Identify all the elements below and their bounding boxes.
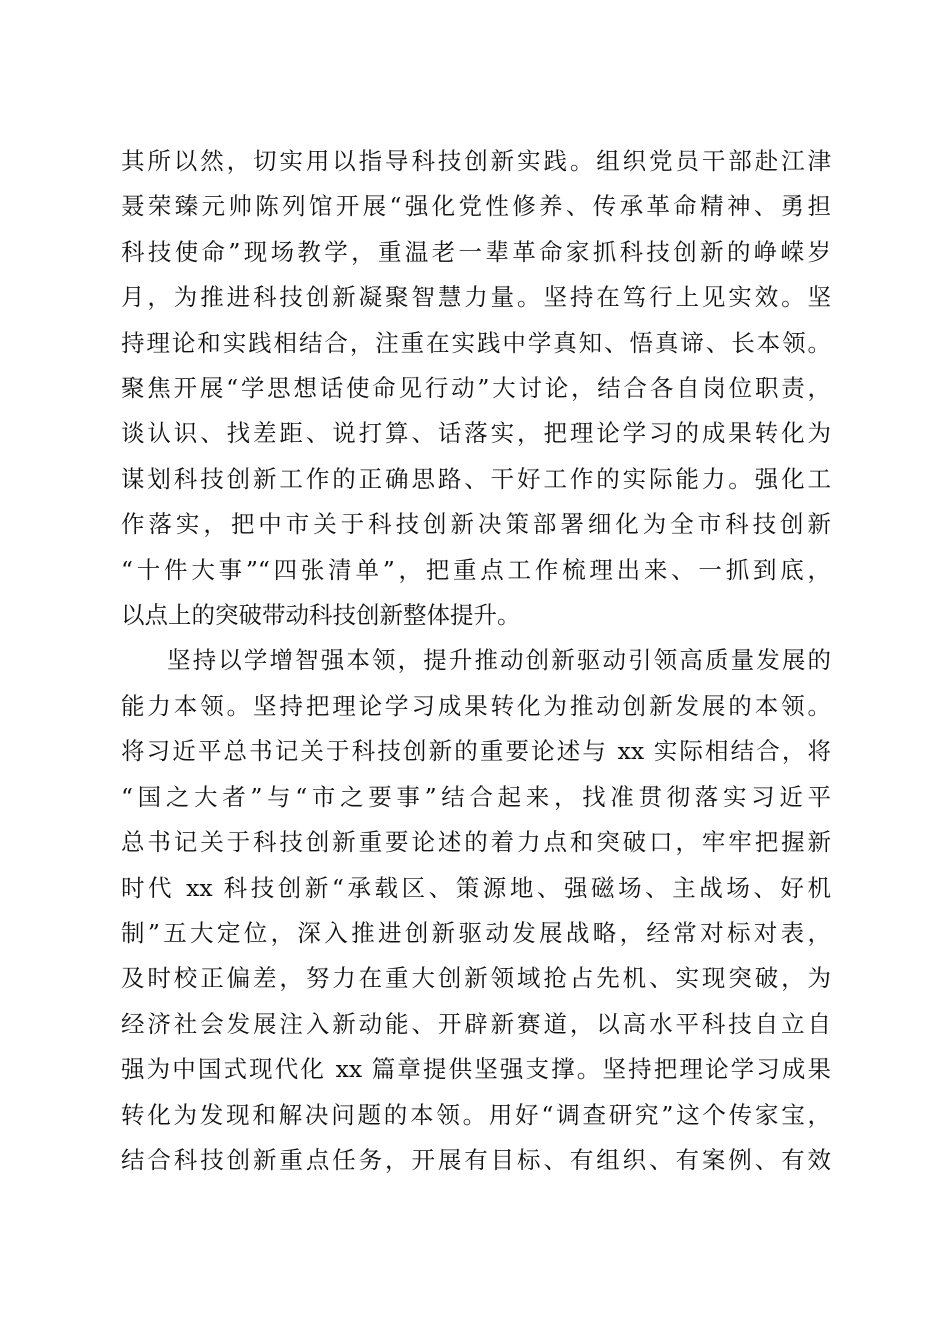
text-line-7: 谈认识、找差距、说打算、话落实，把理论学习的成果转化为: [121, 419, 831, 447]
text-line-12: 坚持以学增智强本领，提升推动创新驱动引领高质量发展的: [167, 646, 831, 674]
text-line-18: 制”五大定位，深入推进创新驱动发展战略，经常对标对表，: [121, 919, 831, 947]
text-line-23: 结合科技创新重点任务，开展有目标、有组织、有案例、有效: [121, 1146, 831, 1174]
text-line-17: 时代 xx 科技创新“承载区、策源地、强磁场、主战场、好机: [121, 874, 831, 902]
text-line-13: 能力本领。坚持把理论学习成果转化为推动创新发展的本领。: [121, 692, 831, 720]
text-line-10: “十件大事”“四张清单”，把重点工作梳理出来、一抓到底，: [121, 556, 831, 584]
text-line-20: 经济社会发展注入新动能、开辟新赛道，以高水平科技自立自: [121, 1010, 831, 1038]
text-line-9: 作落实，把中市关于科技创新决策部署细化为全市科技创新: [121, 510, 831, 538]
text-line-1: 其所以然，切实用以指导科技创新实践。组织党员干部赴江津: [121, 147, 831, 175]
text-line-22: 转化为发现和解决问题的本领。用好“调查研究”这个传家宝，: [121, 1101, 831, 1129]
text-line-19: 及时校正偏差，努力在重大创新领域抢占先机、实现突破，为: [121, 964, 831, 992]
text-line-4: 月，为推进科技创新凝聚智慧力量。坚持在笃行上见实效。坚: [121, 283, 831, 311]
text-line-21: 强为中国式现代化 xx 篇章提供坚强支撑。坚持把理论学习成果: [121, 1055, 831, 1083]
text-line-5: 持理论和实践相结合，注重在实践中学真知、悟真谛、长本领。: [121, 329, 831, 357]
text-line-11: 以点上的突破带动科技创新整体提升。: [121, 601, 521, 629]
text-line-8: 谋划科技创新工作的正确思路、干好工作的实际能力。强化工: [121, 465, 831, 493]
text-line-6: 聚焦开展“学思想话使命见行动”大讨论，结合各自岗位职责，: [121, 374, 831, 402]
text-line-15: “国之大者”与“市之要事”结合起来，找准贯彻落实习近平: [121, 783, 831, 811]
text-line-16: 总书记关于科技创新重要论述的着力点和突破口，牢牢把握新: [121, 828, 831, 856]
text-line-3: 科技使命”现场教学，重温老一辈革命家抓科技创新的峥嵘岁: [121, 238, 831, 266]
text-line-2: 聂荣臻元帅陈列馆开展“强化党性修养、传承革命精神、勇担: [121, 192, 831, 220]
text-line-14: 将习近平总书记关于科技创新的重要论述与 xx 实际相结合，将: [121, 737, 831, 765]
